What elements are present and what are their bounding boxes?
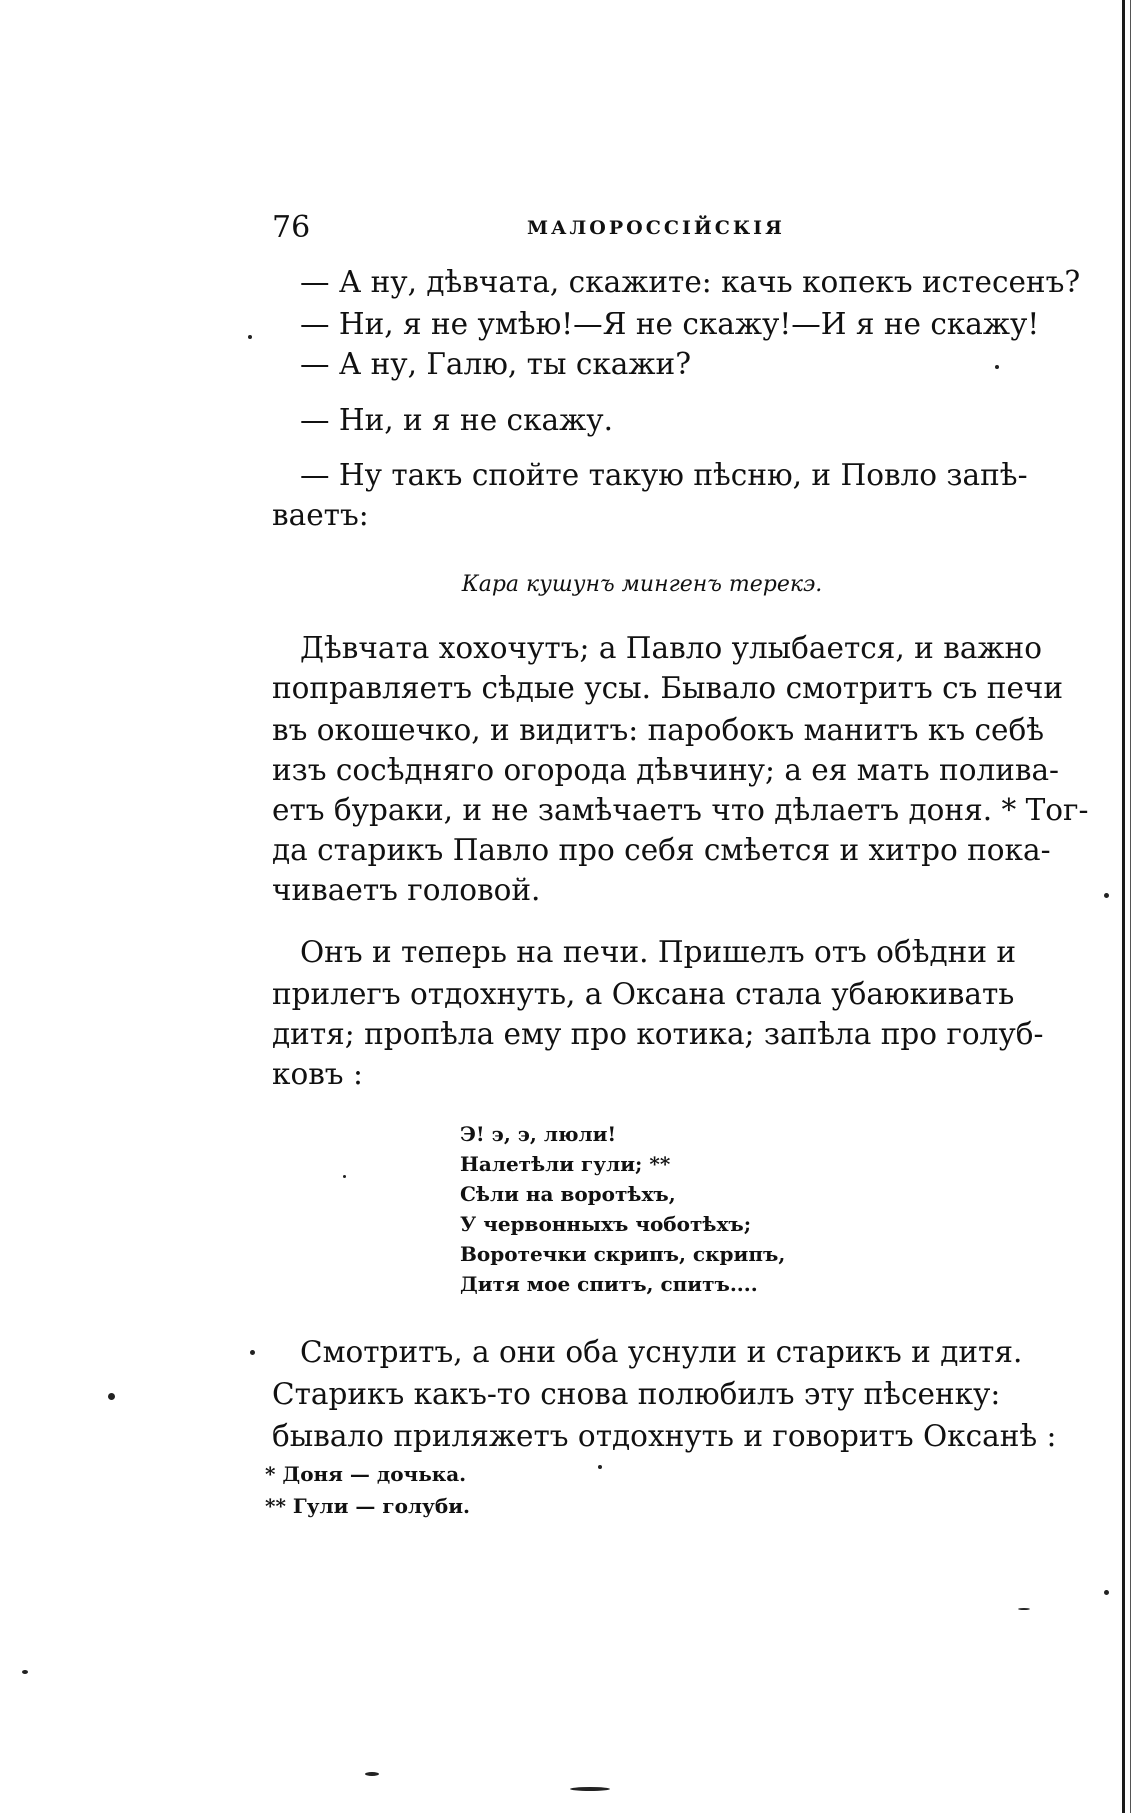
footnote: ** Гули — голуби. (265, 1494, 470, 1518)
verse-line: У червонныхъ чоботѣхъ; (460, 1212, 752, 1236)
paragraph-line: поправляетъ сѣдые усы. Бывало смотритъ съ печи (272, 671, 1064, 705)
ink-speck (1018, 1608, 1030, 1610)
dialogue-line: — Ни, и я не скажу. (300, 403, 613, 437)
paragraph-line: изъ сосѣдняго огорода дѣвчину; а ея мать полива- (272, 753, 1060, 787)
dialogue-line: — А ну, дѣвчата, скажите: качь копекъ истесенъ? (300, 265, 1081, 299)
ink-speck (598, 1465, 602, 1469)
paragraph-line: етъ бураки, и не замѣчаетъ что дѣлаетъ доня. * Тог- (272, 793, 1089, 827)
paragraph-line: въ окошечко, и видитъ: паробокъ манитъ къ себѣ (272, 713, 1045, 747)
binding-edge (1122, 0, 1125, 1813)
paragraph-line: да старикъ Павло про себя смѣется и хитро пока- (272, 833, 1051, 867)
paragraph-line: Онъ и теперь на печи. Пришелъ отъ обѣдни и (300, 935, 1017, 969)
binding-edge-line (1130, 0, 1131, 1813)
ink-speck (1104, 893, 1109, 898)
ink-speck (22, 1670, 28, 1674)
paragraph-line: чиваетъ головой. (272, 873, 541, 907)
page-header (272, 208, 1012, 248)
paragraph-line: ковъ : (272, 1057, 363, 1091)
page-number: 76 (272, 210, 311, 245)
song-line: Кара кушунъ мингенъ терекэ. (461, 572, 823, 597)
verse-line: Дитя мое спитъ, спитъ.... (460, 1272, 758, 1296)
ink-speck (365, 1772, 379, 1776)
verse-line: Налетѣли гули; ** (460, 1152, 671, 1176)
paragraph-line: дитя; пропѣла ему про котика; запѣла про голуб- (272, 1017, 1044, 1051)
running-head: МАЛОРОССІЙСКІЯ (527, 217, 785, 239)
verse-line: Э! э, э, люли! (460, 1122, 617, 1146)
dialogue-line: — А ну, Галю, ты скажи? (300, 347, 692, 381)
ink-speck (250, 1350, 255, 1355)
dialogue-line: ваетъ: (272, 498, 369, 532)
paragraph-line: прилегъ отдохнуть, а Оксана стала убаюкивать (272, 977, 1015, 1011)
verse-line: Воротечки скрипъ, скрипъ, (460, 1242, 786, 1266)
ink-speck (1104, 1590, 1109, 1595)
ink-speck (108, 1393, 115, 1400)
footnote: * Доня — дочька. (265, 1462, 467, 1486)
verse-line: Сѣли на воротѣхъ, (460, 1182, 676, 1206)
ink-speck (248, 335, 252, 339)
paragraph-line: Старикъ какъ-то снова полюбилъ эту пѣсенку: (272, 1377, 1001, 1411)
dialogue-line: — Ни, я не умѣю!—Я не скажу!—И я не скажу! (300, 307, 1040, 341)
ink-speck (343, 1175, 346, 1178)
dialogue-line: — Ну такъ спойте такую пѣсню, и Повло запѣ- (300, 458, 1028, 492)
ink-speck (570, 1787, 610, 1791)
paragraph-line: Смотритъ, а они оба уснули и старикъ и дитя. (300, 1335, 1023, 1369)
paragraph-line: Дѣвчата хохочутъ; а Павло улыбается, и важно (300, 631, 1042, 665)
paragraph-line: бывало приляжетъ отдохнуть и говоритъ Оксанѣ : (272, 1419, 1057, 1453)
ink-speck (995, 365, 999, 369)
